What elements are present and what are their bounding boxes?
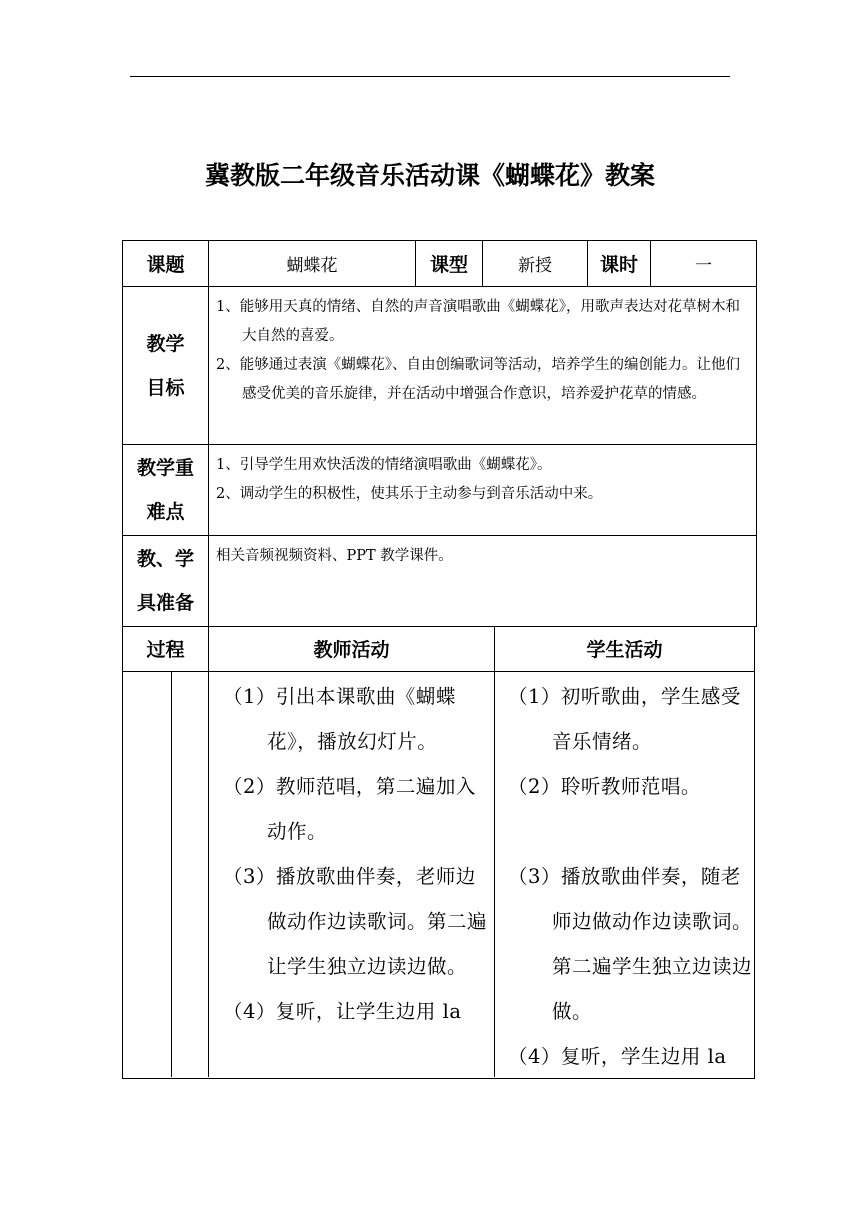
type-value: 新授 — [518, 256, 552, 276]
hours-value: 一 — [695, 256, 712, 276]
process-table — [122, 626, 755, 1079]
lesson-info-table — [122, 240, 757, 627]
goal-item: 2、能够通过表演《蝴蝶花》、自由创编歌词等活动，培养学生的编创能力。让他们感受优美的音乐旋律，并在活动中增强合作意识，培养爱护花草的情感。 — [216, 357, 740, 402]
student-activity-item: （1）初听歌曲，学生感受音乐情绪。 — [508, 685, 741, 753]
topic-value: 蝴蝶花 — [286, 256, 338, 276]
prep-content: 相关音频视频资料、PPT 教学课件。 — [216, 548, 453, 564]
teacher-activity-item: （1）引出本课歌曲《蝴蝶花》，播放幻灯片。 — [223, 685, 456, 753]
student-activity-item: （2）聆听教师范唱。 — [508, 775, 701, 798]
goals-content — [216, 293, 750, 409]
goals-label: 教学 目标 — [146, 332, 185, 399]
topic-label: 课题 — [146, 254, 185, 276]
header-student: 学生活动 — [586, 639, 663, 661]
header-teacher: 教师活动 — [313, 639, 390, 661]
hours-label: 课时 — [599, 254, 638, 276]
teacher-activity-item: （2）教师范唱，第二遍加入动作。 — [223, 775, 476, 843]
goal-item: 1、能够用天真的情绪、自然的声音演唱歌曲《蝴蝶花》，用歌声表达对花草树木和大自然的喜爱。 — [216, 299, 740, 344]
teacher-activities — [223, 674, 491, 1034]
type-label: 课型 — [429, 254, 468, 276]
header-rule — [130, 76, 730, 77]
teacher-activity-item: （3）播放歌曲伴奏，老师边做动作边读歌词。第二遍让学生独立边读边做。 — [223, 865, 488, 978]
header-process: 过程 — [146, 639, 185, 661]
key-points-content — [216, 451, 750, 509]
student-activity-item: （3）播放歌曲伴奏，随老师边做动作边读歌词。第二遍学生独立边读边做。 — [508, 865, 753, 1023]
student-activity-item: （4）复听，学生边用 la — [508, 1045, 727, 1068]
key-point-item: 1、引导学生用欢快活泼的情绪演唱歌曲《蝴蝶花》。 — [216, 457, 552, 473]
document-title: 冀教版二年级音乐活动课《蝴蝶花》教案 — [204, 161, 655, 190]
prep-label: 教、学 具准备 — [136, 548, 194, 614]
student-activities — [508, 674, 752, 1079]
key-point-item: 2、调动学生的积极性，使其乐于主动参与到音乐活动中来。 — [216, 486, 603, 502]
key-points-label: 教学重 难点 — [136, 457, 194, 523]
teacher-activity-item: （4）复听，让学生边用 la — [223, 1000, 462, 1023]
